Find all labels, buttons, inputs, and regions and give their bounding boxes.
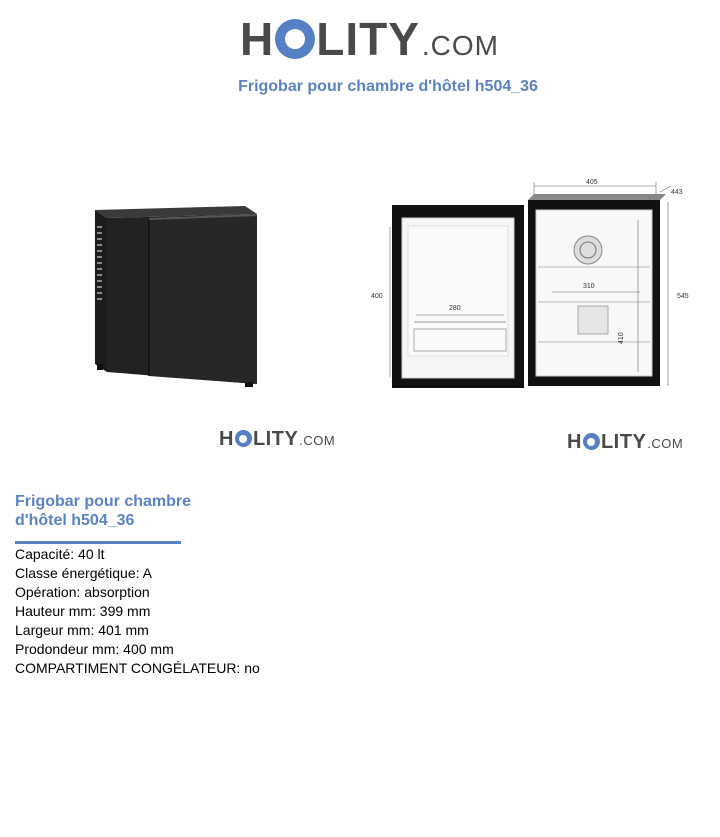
dim-height-inner: 400	[371, 293, 383, 300]
spec-depth: Prodondeur mm: 400 mm	[15, 641, 174, 657]
dim-inner-height: 410	[618, 332, 625, 344]
product-image-closed	[85, 196, 275, 391]
spec-operation: Opération: absorption	[15, 584, 150, 600]
logo-o-circle-icon	[275, 19, 315, 59]
logo-o-circle-icon	[583, 433, 600, 450]
dim-height-outer: 545	[677, 293, 689, 300]
product-image-open-dimensions	[368, 172, 698, 397]
logo-suffix: .COM	[647, 436, 684, 451]
product-title-line1: Frigobar pour chambre	[15, 493, 192, 510]
holity-logo-small	[219, 428, 335, 451]
logo-letter-h: H	[567, 431, 582, 453]
product-title	[15, 492, 215, 530]
dim-inner-width: 310	[583, 283, 595, 290]
spec-capacity: Capacité: 40 lt	[15, 546, 105, 562]
logo-letters: LITY	[600, 431, 647, 453]
dim-door-width: 280	[449, 305, 461, 312]
logo-letters: LITY	[252, 428, 299, 450]
spec-freezer: COMPARTIMENT CONGÉLATEUR: no	[15, 660, 260, 676]
logo-letter-h: H	[240, 13, 275, 65]
spec-energy-class: Classe énergétique: A	[15, 565, 152, 581]
logo-suffix: .COM	[421, 30, 500, 61]
logo-letters: LITY	[316, 13, 420, 65]
logo-o-circle-icon	[235, 430, 252, 447]
page-title: Frigobar pour chambre d'hôtel h504_36	[238, 78, 538, 95]
holity-logo[interactable]	[240, 12, 499, 66]
title-underline	[15, 541, 181, 544]
spec-width: Largeur mm: 401 mm	[15, 622, 149, 638]
holity-logo-small	[567, 431, 683, 454]
logo-letter-h: H	[219, 428, 234, 450]
logo-suffix: .COM	[299, 433, 336, 448]
spec-list	[15, 545, 260, 678]
dim-depth: 443	[671, 189, 683, 196]
product-title-line2: d'hôtel h504_36	[15, 512, 135, 529]
spec-height: Hauteur mm: 399 mm	[15, 603, 151, 619]
dim-width: 405	[586, 179, 598, 186]
